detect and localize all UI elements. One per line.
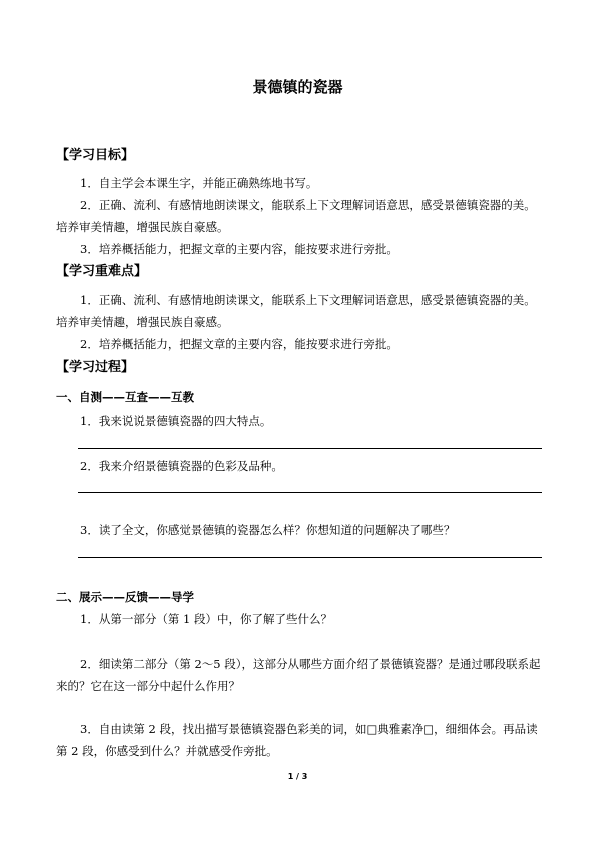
key-point-item-2: 2．培养概括能力，把握文章的主要内容，能按要求进行旁批。 [80,337,398,351]
goal-item-1: 1．自主学会本课生字，并能正确熟练地书写。 [80,176,318,190]
answer-line-2 [78,492,542,493]
page-number: 1 / 3 [287,772,308,781]
part2-item-1: 1．从第一部分（第 1 段）中，你了解了些什么？ [80,612,332,626]
key-points-heading: 【学习重难点】 [56,264,148,279]
key-point-item-1: 1．正确、流利、有感情地朗读课文，能联系上下文理解词语意思，感受景德镇瓷器的美。培养审美情趣，增强民族自豪感。 [56,293,536,329]
document-title: 景德镇的瓷器 [252,78,343,96]
goal-item-2: 2．正确、流利、有感情地朗读课文，能联系上下文理解词语意思，感受景德镇瓷器的美。培养审美情趣，增强民族自豪感。 [56,198,536,234]
part1-item-3: 3．读了全文，你感觉景德镇的瓷器怎么样？你想知道的问题解决了哪些？ [80,523,456,537]
answer-line-1 [78,448,542,449]
part2-item-3: 3．自由读第 2 段，找出描写景德镇瓷器色彩美的词，如□典雅素净□，细细体会。再品读第 2 段，你感受到什么？并就感受作旁批。 [56,722,538,758]
process-heading: 【学习过程】 [56,360,135,375]
part1-item-2: 2．我来介绍景德镇瓷器的色彩及品种。 [80,459,283,473]
answer-line-3 [78,557,542,558]
goals-heading: 【学习目标】 [56,148,135,163]
part2-item-2: 2．细读第二部分（第 2～5 段），这部分从哪些方面介绍了景德镇瓷器？是通过哪段联系起来的？它在这一部分中起什么作用？ [56,657,541,693]
part2-heading: 二、展示——反馈——导学 [56,590,194,604]
part1-item-1: 1．我来说说景德镇瓷器的四大特点。 [80,414,272,428]
part1-heading: 一、自测——互查——互教 [56,390,194,404]
goal-item-3: 3．培养概括能力，把握文章的主要内容，能按要求进行旁批。 [80,242,398,256]
